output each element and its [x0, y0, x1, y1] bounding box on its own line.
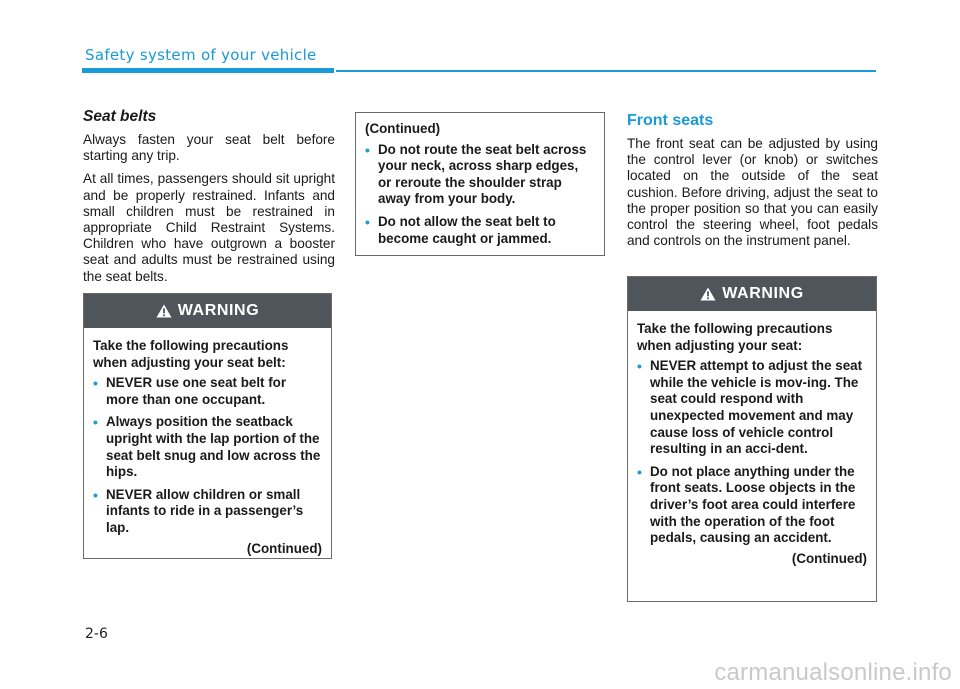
warning-intro: Take the following precautions when adjusting your seat: [637, 321, 833, 353]
warning-label: WARNING [177, 302, 260, 319]
warning-intro: Take the following precautions when adjusting your seat belt: [93, 338, 289, 370]
bullet-dot-icon: • [365, 141, 370, 158]
bullet-dot-icon: • [93, 486, 98, 503]
seat-belts-heading: Seat belts [83, 108, 157, 125]
warning-label: WARNING [722, 285, 804, 302]
continued-label: (Continued) [365, 121, 441, 136]
body-paragraph: Always fasten your seat belt before starting any trip. [83, 132, 335, 164]
warning-list [93, 375, 322, 536]
page-number: 2-6 [85, 626, 108, 642]
warning-header [84, 294, 331, 328]
watermark: carmanualsonline.info [714, 659, 952, 686]
list-item [637, 358, 867, 458]
header-rule-thin [336, 70, 876, 72]
body-paragraph: At all times, passengers should sit upright and be properly restrained. Infants and small children must be restrained in appropriate Child Restraint Systems. Children who have outgrown a booster seat and adults must be restrained using the seat belts. [83, 171, 335, 284]
warning-list [365, 142, 595, 248]
warning-body [356, 113, 604, 263]
header-rule-thick [82, 68, 334, 73]
list-item [637, 464, 867, 547]
warning-header [628, 277, 876, 311]
warning-triangle-icon [700, 287, 716, 301]
warning-list [637, 358, 867, 547]
list-item [93, 375, 322, 408]
list-item [93, 414, 322, 480]
bullet-dot-icon: • [365, 213, 370, 230]
warning-box-front-seats [627, 276, 877, 602]
list-item-text: Do not allow the seat belt to become caught or jammed. [378, 213, 556, 246]
list-item-text: NEVER use one seat belt for more than one occupant. [106, 375, 287, 407]
left-column [83, 108, 335, 292]
list-item-text: Do not place anything under the front seats. Loose objects in the driver’s foot area could interfere with the operation of the foot pedals, causing an accident. [650, 463, 856, 546]
warning-body [84, 328, 331, 567]
list-item-text: NEVER allow children or small infants to ride in a passenger’s lap. [106, 486, 304, 535]
list-item-text: Do not route the seat belt across your neck, across sharp edges, or reroute the shoulder strap away from your body. [378, 141, 587, 207]
bullet-dot-icon: • [637, 463, 642, 480]
front-seats-heading: Front seats [627, 112, 714, 129]
warning-box-seat-belt [83, 293, 332, 559]
warning-box-continued [355, 112, 605, 256]
list-item-text: Always position the seatback upright with the lap portion of the seat belt snug and low across the hips. [106, 414, 321, 480]
continued-label: (Continued) [246, 540, 322, 556]
list-item [365, 214, 595, 247]
bullet-dot-icon: • [637, 358, 642, 375]
section-title: Safety system of your vehicle [85, 46, 317, 64]
list-item [93, 487, 322, 537]
warning-triangle-icon [156, 304, 172, 318]
bullet-dot-icon: • [93, 414, 98, 431]
bullet-dot-icon: • [93, 375, 98, 392]
continued-label: (Continued) [791, 550, 867, 566]
warning-body [628, 311, 876, 577]
right-column [627, 108, 878, 256]
list-item-text: NEVER attempt to adjust the seat while the vehicle is mov-ing. The seat could respond with unexpected movement and may cause loss of vehicle control resulting in an acci-dent. [650, 358, 863, 457]
list-item [365, 142, 595, 208]
body-paragraph: The front seat can be adjusted by using the control lever (or knob) or switches located on the outside of the seat cushion. Before driving, adjust the seat to the proper position so that you can easily control the steering wheel, foot pedals and controls on the instrument panel. [627, 136, 878, 249]
